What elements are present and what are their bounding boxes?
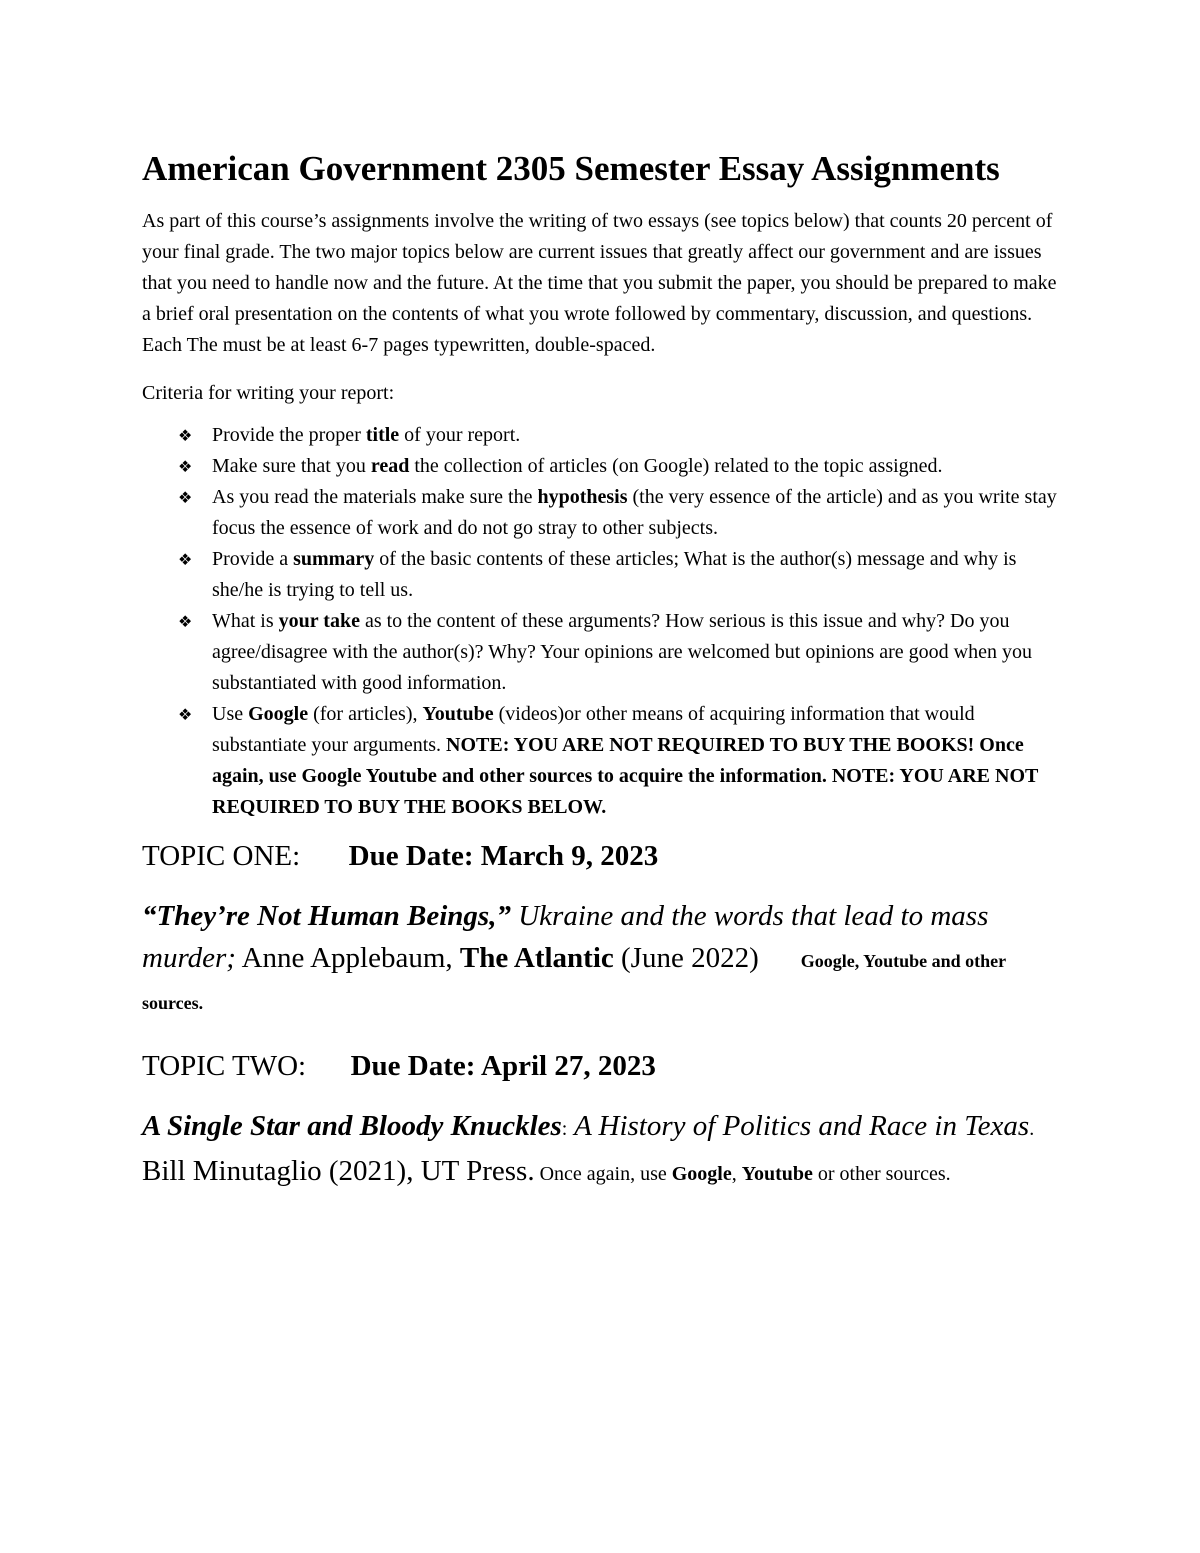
diamond-bullet-icon: ❖ — [178, 550, 193, 569]
topic-one-label: TOPIC ONE: — [142, 840, 301, 872]
diamond-bullet-icon: ❖ — [178, 705, 193, 724]
topic-two-note: Once again, use Google, Youtube or other sources. — [534, 1163, 951, 1185]
topic-one-date: (June 2022) — [613, 942, 759, 974]
topic-two-label: TOPIC TWO: — [142, 1050, 307, 1082]
topic-one-publication: The Atlantic — [459, 942, 614, 974]
intro-paragraph: As part of this course’s assignments involve the writing of two essays (see topics below) that counts 20 percent of your final grade. The two major topics below are current issues that greatly affect our government and are issues that you need to handle now and the future. At the time that you submit the paper, you should be prepared to make a brief oral presentation on the contents of what you wrote followed by commentary, discussion, and questions. Each The must be at least 6-7 pages typewritten, double-spaced. — [142, 210, 1057, 356]
topic-one-due-date: Due Date: March 9, 2023 — [348, 840, 659, 872]
topic-one-heading — [142, 837, 1067, 875]
diamond-bullet-icon: ❖ — [178, 457, 193, 476]
required-books-note: NOTE: YOU ARE NOT REQUIRED TO BUY THE BOOKS! Once again, use Google Youtube and other sources to acquire the information. NOTE: YOU ARE NOT REQUIRED TO BUY THE BOOKS BELOW. — [212, 734, 1038, 818]
diamond-bullet-icon: ❖ — [178, 488, 193, 507]
topic-one-author: Anne Applebaum, — [235, 942, 460, 974]
topic-one-reference — [142, 895, 1067, 1021]
document-page — [142, 145, 1067, 1195]
criteria-item: ❖ Make sure that you read the collection of articles (on Google) related to the topic assigned. — [142, 451, 1067, 482]
topic-one-sources: Google, Youtube and other sources. — [142, 951, 1006, 1013]
criteria-list — [142, 420, 1067, 823]
criteria-item: ❖ Use Google (for articles), Youtube (videos)or other means of acquiring information that would substantiate your arguments. NOTE: YOU ARE NOT REQUIRED TO BUY THE BOOKS! Once again, use Google Youtube and other sources to acquire the information. NOTE: YOU ARE NOT REQUIRED TO BUY THE BOOKS BELOW. — [142, 699, 1067, 823]
criteria-heading: Criteria for writing your report: — [142, 382, 395, 404]
topic-one-article-subtitle: Ukraine and the words that lead to mass murder; — [142, 900, 989, 974]
topic-two-due-date: Due Date: April 27, 2023 — [350, 1050, 656, 1082]
criteria-item: ❖ Provide a summary of the basic contents of these articles; What is the author(s) message and why is she/he is trying to tell us. — [142, 544, 1067, 606]
topic-two-heading — [142, 1047, 1067, 1085]
criteria-item: ❖ As you read the materials make sure the hypothesis (the very essence of the article) and as you write stay focus the essence of work and do not go stray to other subjects. — [142, 482, 1067, 544]
document-title: American Government 2305 Semester Essay Assignments — [142, 149, 1000, 188]
topic-two-reference: A Single Star and Bloody Knuckles: A History of Politics and Race in Texas. Bill Minutaglio (2021), UT Press. Once again, use Google, Youtube or other sources. — [142, 1110, 1035, 1187]
topic-two-book-subtitle: A History of Politics and Race in Texas — [567, 1110, 1030, 1142]
diamond-bullet-icon: ❖ — [178, 612, 193, 631]
topic-two-book-title: A Single Star and Bloody Knuckles — [142, 1110, 562, 1142]
topic-two-author: Bill Minutaglio (2021), UT Press. — [142, 1155, 535, 1187]
diamond-bullet-icon: ❖ — [178, 426, 193, 445]
topic-one-article-title: “They’re Not Human Beings,” — [142, 900, 511, 932]
criteria-item: ❖ Provide the proper title of your report. — [142, 420, 1067, 451]
criteria-item: ❖ What is your take as to the content of these arguments? How serious is this issue and why? Do you agree/disagree with the author(s)? Why? Your opinions are welcomed but opinions are good when you substantiated with good information. — [142, 606, 1067, 699]
